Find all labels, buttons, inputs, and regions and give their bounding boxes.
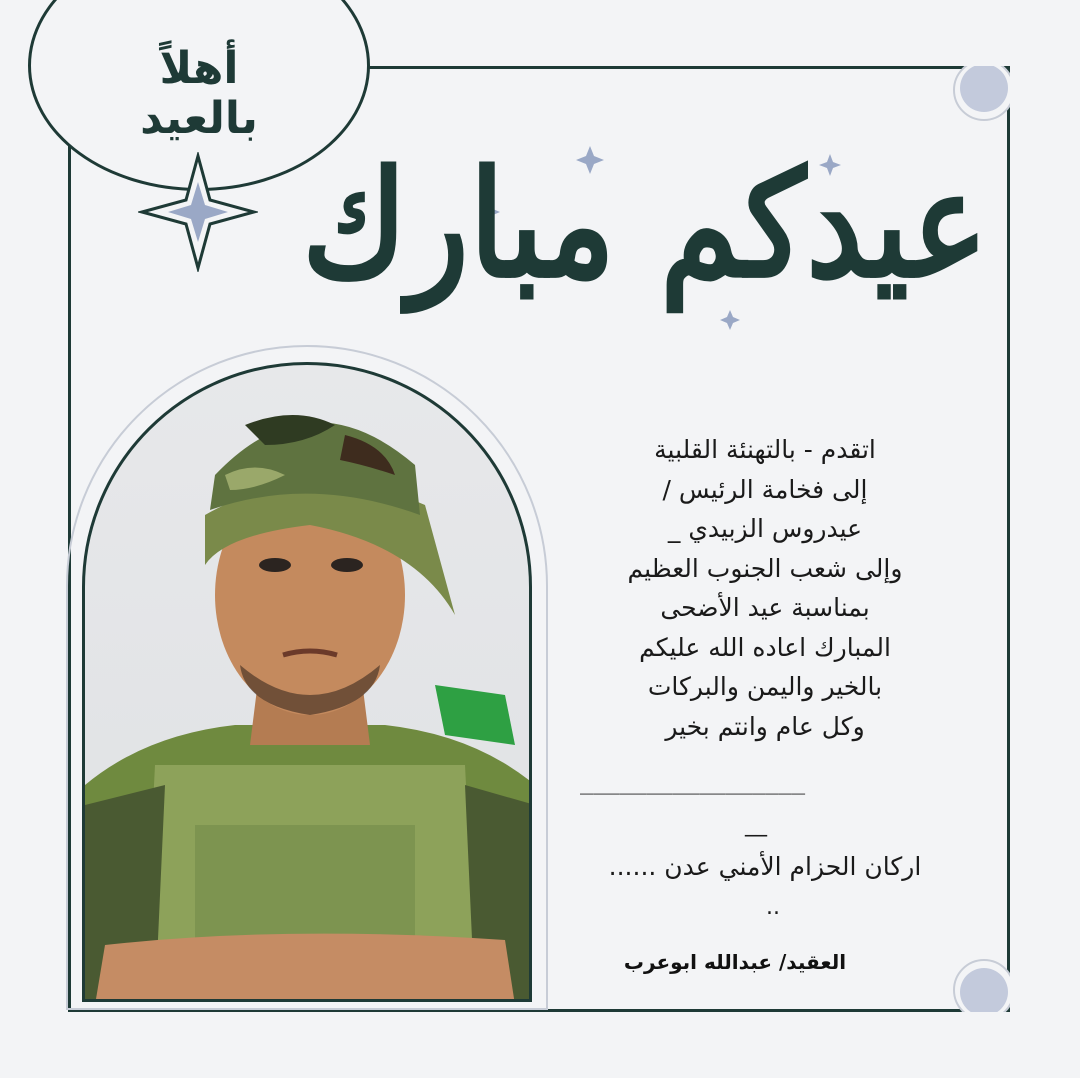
message-line: وكل عام وانتم بخير bbox=[665, 711, 865, 741]
message-line: وإلى شعب الجنوب العظيم bbox=[627, 553, 903, 583]
organization-text: اركان الحزام الأمني عدن ...... bbox=[608, 852, 922, 881]
message-line: بالخير واليمن والبركات bbox=[647, 672, 883, 701]
greeting-message bbox=[560, 430, 970, 746]
calligraphy-title bbox=[300, 110, 990, 380]
crescent-ornament-icon bbox=[938, 944, 1010, 1012]
signature: العقيد/ عبدالله ابوعرب bbox=[623, 950, 847, 974]
portrait-frame bbox=[82, 362, 532, 1002]
message-line: عيدروس الزبيدي _ bbox=[667, 514, 863, 543]
divider: _________________ bbox=[580, 770, 806, 795]
short-divider: __ bbox=[745, 812, 767, 837]
message-line: اتقدم - بالتهنئة القلبية bbox=[654, 435, 876, 464]
title-text: عيدكم مبارك bbox=[301, 138, 989, 312]
trailing-dots: .. bbox=[766, 895, 780, 920]
message-line: إلى فخامة الرئيس / bbox=[662, 474, 868, 504]
badge-line-2: بالعيد bbox=[140, 93, 258, 144]
badge-line-1: أهلاً bbox=[159, 43, 239, 94]
message-line: المبارك اعاده الله عليكم bbox=[639, 632, 891, 662]
message-line: بمناسبة عيد الأضحى bbox=[660, 593, 870, 622]
portrait-image bbox=[85, 365, 532, 1002]
four-point-star-icon bbox=[138, 152, 258, 272]
